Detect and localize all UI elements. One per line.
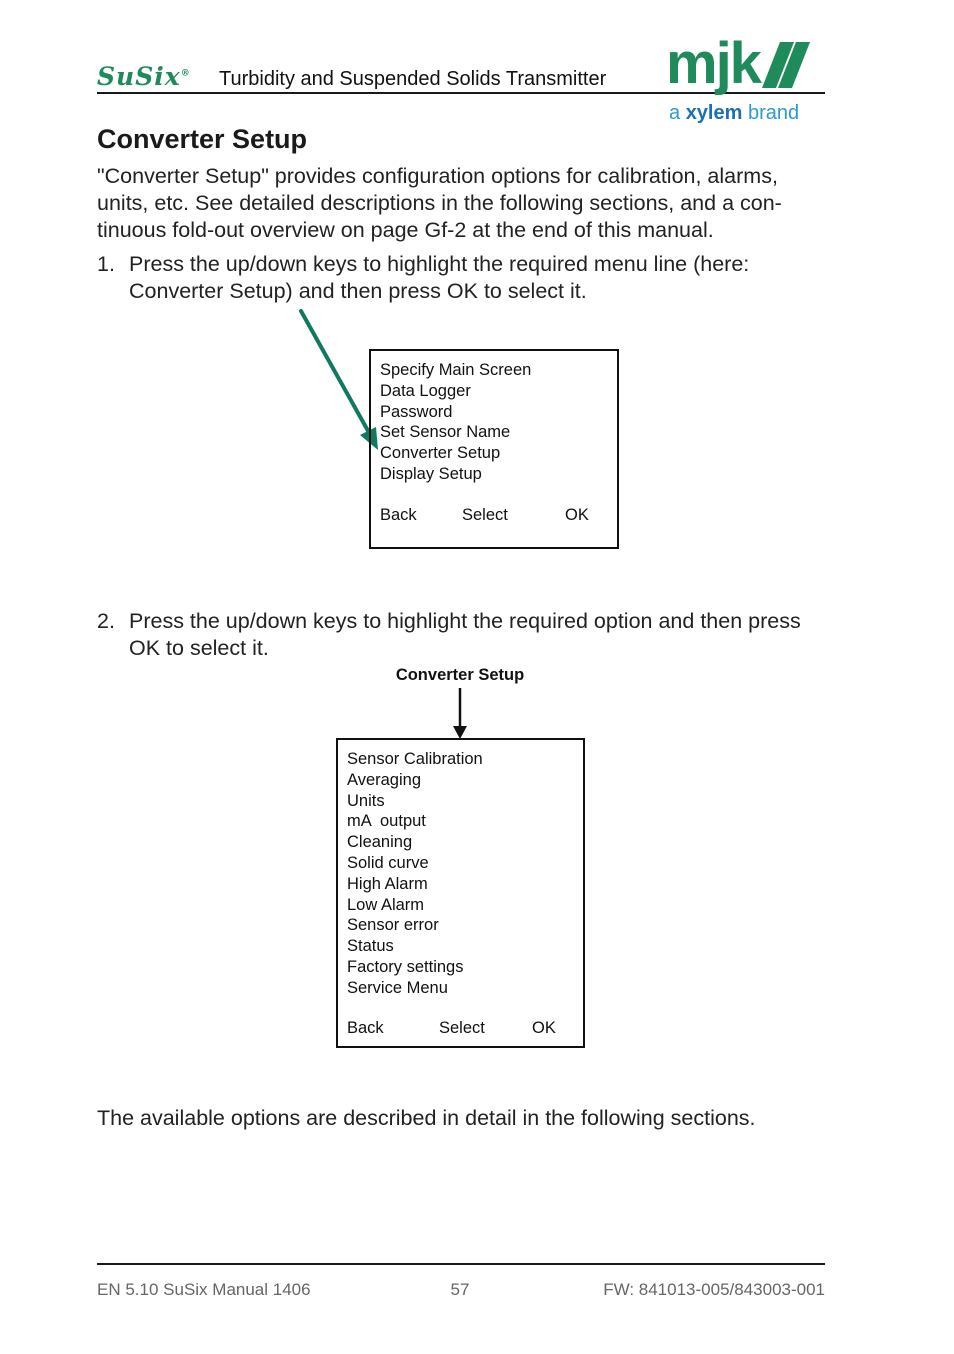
menu-item-ma-output[interactable]: mA output <box>347 812 426 831</box>
menu-item-solid-curve[interactable]: Solid curve <box>347 853 429 872</box>
intro-paragraph: "Converter Setup" provides configuration options for calibration, alarms, units, etc. See detailed descriptions in the following sections, and a con-tinuous fold-out overview on page Gf-2 at the end of this manual. <box>97 164 782 242</box>
main-menu-screen <box>369 349 619 549</box>
menu-item-averaging[interactable]: Averaging <box>347 770 422 789</box>
section-heading: Converter Setup <box>97 124 308 154</box>
down-arrow-icon <box>450 688 470 740</box>
footer-firmware: FW: 841013-005/843003-001 <box>603 1280 825 1299</box>
step-2-number: 2. <box>97 609 115 633</box>
brand-name: SuSix <box>97 62 181 91</box>
xylem-tagline <box>669 102 799 125</box>
registered-mark: ® <box>180 68 191 79</box>
softkey-select[interactable]: Select <box>439 1019 485 1037</box>
mjk-logo <box>666 31 810 96</box>
tagline-suffix: brand <box>747 102 800 124</box>
step-1-number: 1. <box>97 252 115 276</box>
step-2-text: Press the up/down keys to highlight the required option and then press OK to select it. <box>129 609 801 660</box>
menu-item-sensor-error[interactable]: Sensor error <box>347 916 439 935</box>
tagline-prefix: a <box>669 102 681 124</box>
menu-item-specify-main-screen[interactable]: Specify Main Screen <box>380 361 532 379</box>
softkey-ok[interactable]: OK <box>532 1019 556 1037</box>
mjk-logo-text: mjk <box>666 31 760 96</box>
menu-item-converter-setup[interactable]: Converter Setup <box>380 444 501 463</box>
footer-manual-id: EN 5.10 SuSix Manual 1406 <box>97 1280 311 1299</box>
softkey-back[interactable]: Back <box>380 506 417 524</box>
menu-item-low-alarm[interactable]: Low Alarm <box>347 895 425 914</box>
menu-item-units[interactable]: Units <box>347 791 385 810</box>
main-menu-list <box>380 360 531 485</box>
step-1-text: Press the up/down keys to highlight the required menu line (here: Converter Setup) and then press OK to select it. <box>129 252 750 303</box>
footer-divider <box>97 1263 825 1265</box>
menu-item-factory-settings[interactable]: Factory settings <box>347 957 464 976</box>
softkey-back[interactable]: Back <box>347 1019 384 1037</box>
converter-setup-list <box>347 749 483 999</box>
menu-item-data-logger[interactable]: Data Logger <box>380 381 471 400</box>
menu-item-status[interactable]: Status <box>347 937 394 956</box>
page-number: 57 <box>450 1280 470 1299</box>
menu-item-display-setup[interactable]: Display Setup <box>380 464 482 483</box>
menu-item-service-menu[interactable]: Service Menu <box>347 978 448 997</box>
menu-item-password[interactable]: Password <box>380 402 453 421</box>
softkey-select[interactable]: Select <box>462 506 508 524</box>
converter-setup-screen <box>336 738 585 1048</box>
menu-item-cleaning[interactable]: Cleaning <box>347 833 413 852</box>
susix-logo <box>97 62 191 91</box>
closing-paragraph: The available options are described in detail in the following sections. <box>97 1106 756 1130</box>
softkey-ok[interactable]: OK <box>565 506 589 524</box>
menu-item-set-sensor-name[interactable]: Set Sensor Name <box>380 423 511 442</box>
mjk-slash-icon <box>762 42 810 88</box>
xylem-brand-name: xylem <box>685 102 743 124</box>
menu-item-sensor-calibration[interactable]: Sensor Calibration <box>347 750 483 768</box>
converter-setup-label: Converter Setup <box>395 666 525 684</box>
menu-item-high-alarm[interactable]: High Alarm <box>347 874 428 893</box>
header-title: Turbidity and Suspended Solids Transmitter <box>219 68 607 90</box>
